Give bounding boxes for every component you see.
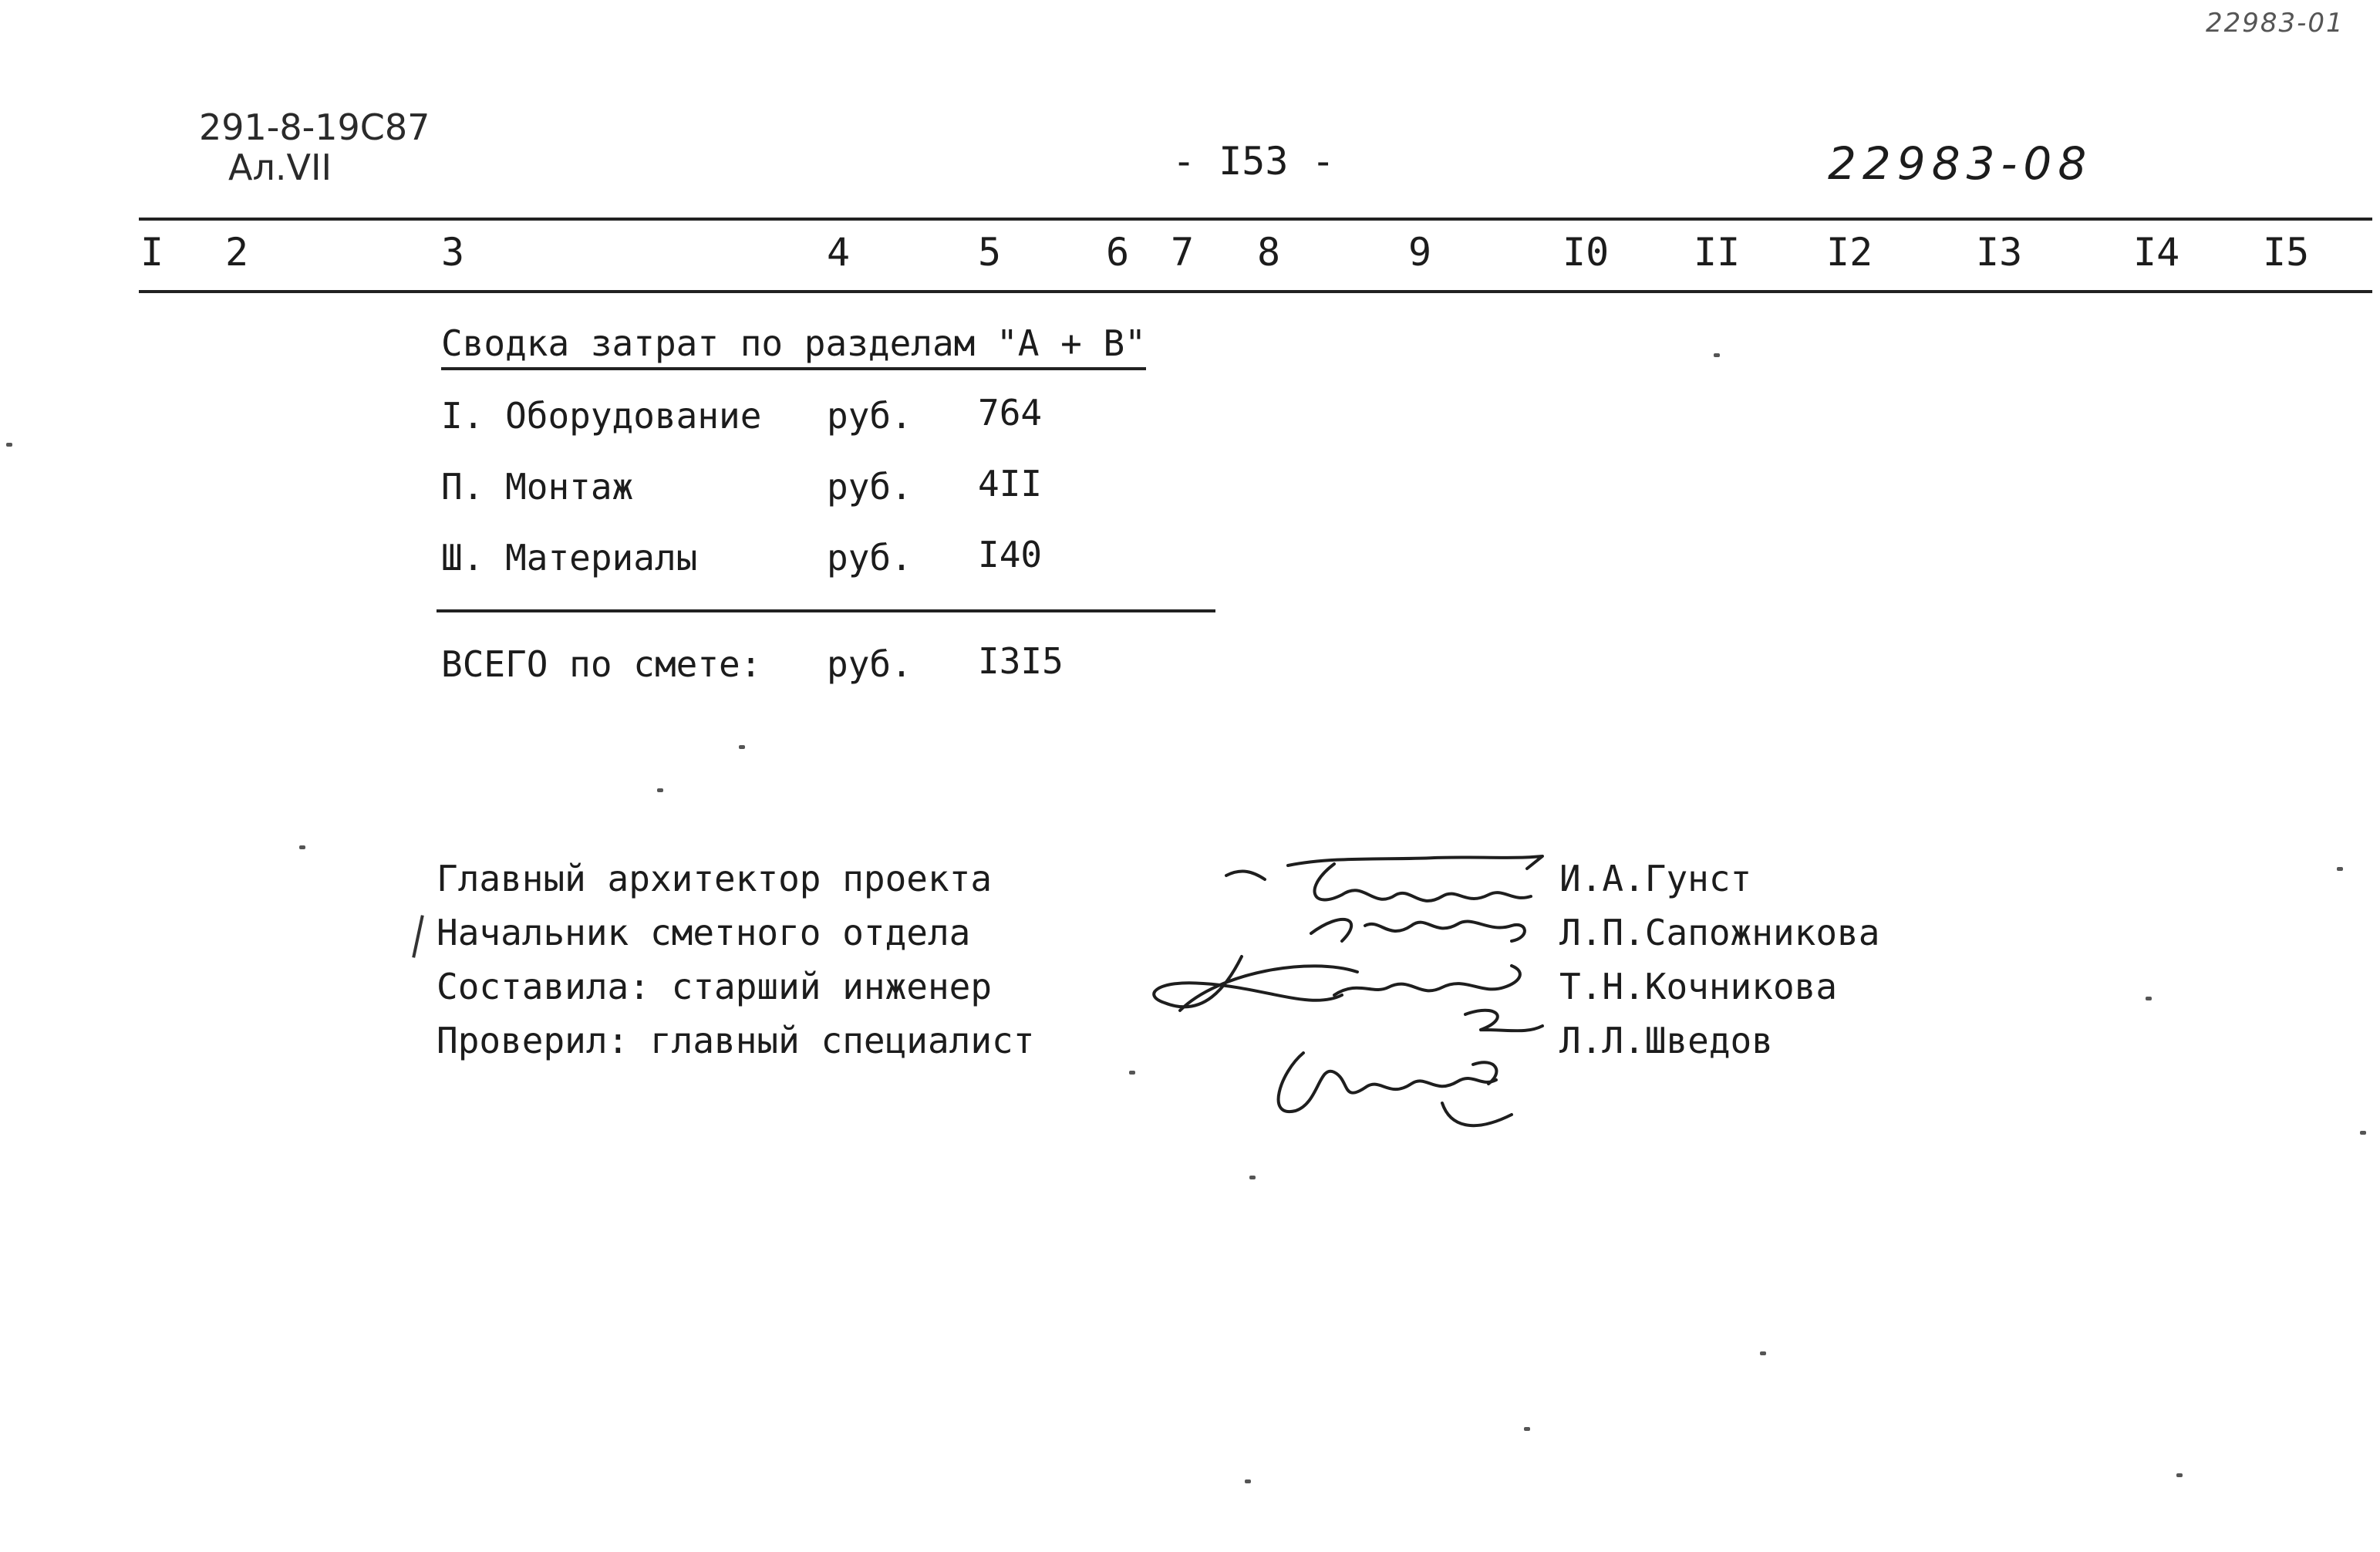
summary-row-label: Ш. Материалы [441,537,698,579]
column-number: 7 [1171,230,1195,275]
scan-speck [1714,353,1720,357]
stamp-number: 22983-01 [2206,8,2345,39]
signature-role: Начальник сметного отдела [437,912,971,953]
scan-speck [1760,1351,1766,1355]
page-number: - I53 - [1172,139,1335,184]
summary-row-unit: руб. [827,537,912,579]
signature-role: Главный архитектор проекта [437,858,993,899]
summary-title: Сводка затрат по разделам "А + В" [441,322,1146,370]
total-label: ВСЕГО по смете: [441,643,762,685]
scan-speck [2360,1131,2366,1135]
summary-row-unit: руб. [827,466,912,508]
column-number: I5 [2263,230,2310,275]
scan-speck [299,845,305,849]
column-number: 9 [1408,230,1432,275]
handwritten-signatures [1111,841,1558,1142]
column-number: 4 [827,230,851,275]
scan-speck [2337,867,2343,871]
column-number: 8 [1257,230,1281,275]
scan-speck [657,788,663,792]
album-number: Ал.VII [228,147,332,188]
scan-speck [1524,1427,1530,1431]
summary-row-value: 764 [978,392,1043,434]
column-number: I4 [2133,230,2180,275]
doc-code: 291-8-19С87 [199,106,430,148]
signature-name: Л.П.Сапожникова [1559,912,1880,953]
margin-mark [412,915,424,958]
signature-name: И.А.Гунст [1559,858,1752,899]
column-number: I2 [1826,230,1873,275]
summary-row-label: П. Монтаж [441,466,634,508]
scan-speck [2176,1473,2183,1477]
total-unit: руб. [827,643,912,685]
column-number: I [140,230,164,275]
header-rule-top [139,218,2372,221]
column-number: I3 [1976,230,2023,275]
column-number: 3 [441,230,465,275]
summary-row-label: I. Оборудование [441,395,762,437]
column-number: 6 [1106,230,1130,275]
scan-speck [1129,1071,1135,1075]
signature-name: Т.Н.Кочникова [1559,966,1838,1007]
signature-role: Проверил: главный специалист [437,1020,1035,1061]
scan-speck [739,745,745,749]
column-number: I0 [1563,230,1610,275]
scan-speck [6,443,12,447]
summary-row-unit: руб. [827,395,912,437]
scan-speck [1245,1479,1251,1483]
signature-name: Л.Л.Шведов [1559,1020,1773,1061]
summary-row-value: I40 [978,534,1043,575]
total-value: I3I5 [978,640,1064,682]
summary-row-value: 4II [978,463,1043,504]
column-number: II [1694,230,1741,275]
series-number: 22983-08 [1828,137,2093,190]
header-rule-bottom [139,290,2372,293]
total-rule [437,609,1215,612]
scan-speck [2146,997,2152,1000]
signature-role: Составила: старший инженер [437,966,993,1007]
scan-speck [1249,1176,1256,1179]
column-number: 5 [978,230,1002,275]
column-number: 2 [225,230,249,275]
